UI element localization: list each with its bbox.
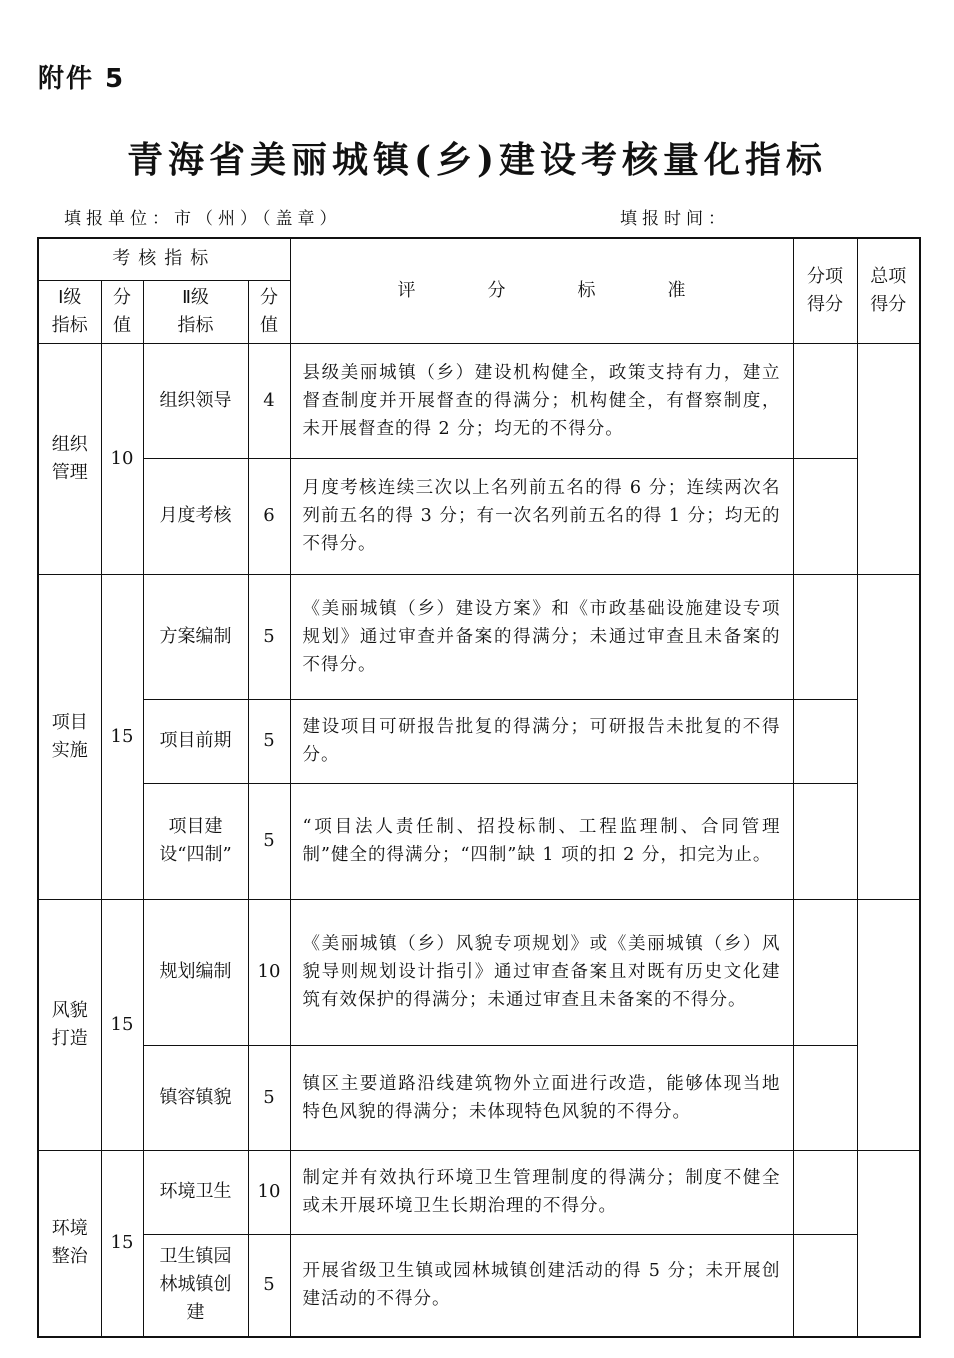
level2-indicator-name: 项目建设“四制” (159, 816, 232, 865)
level2-indicator-name: 环境卫生 (159, 1181, 232, 1202)
level2-score-cell: 4 (248, 343, 290, 458)
item-score-cell[interactable] (793, 458, 857, 574)
criteria-header (290, 238, 793, 343)
level2-indicator-cell (143, 1150, 248, 1234)
level2-indicator-name: 卫生镇园林城镇创建 (159, 1246, 232, 1324)
score-value-header (101, 280, 143, 343)
total-score-header (857, 238, 920, 343)
fill-unit-label: 填报单位：市（州）（盖章） (64, 209, 342, 229)
level2-indicator-name: 月度考核 (159, 505, 232, 526)
total-score-header-text: 总项得分 (870, 265, 907, 315)
total-score-cell[interactable] (857, 1150, 920, 1337)
criteria-cell: 开展省级卫生镇或园林城镇创建活动的得 5 分；未开展创建活动的不得分。 (290, 1234, 793, 1337)
criteria-header-char: 分 (487, 279, 506, 301)
total-score-cell[interactable] (857, 574, 920, 899)
table-row (38, 783, 920, 899)
level2-score-cell: 5 (248, 699, 290, 783)
level1-score-cell: 15 (101, 1150, 143, 1337)
criteria-header-char: 标 (577, 279, 596, 301)
level1-indicator-header-text: Ⅰ级指标 (51, 286, 88, 336)
criteria-cell: 镇区主要道路沿线建筑物外立面进行改造，能够体现当地特色风貌的得满分；未体现特色风貌的不得分。 (290, 1045, 793, 1150)
level2-indicator-name: 组织领导 (159, 389, 232, 411)
table-row (38, 1045, 920, 1150)
level2-score-cell: 5 (248, 1045, 290, 1150)
criteria-cell: 制定并有效执行环境卫生管理制度的得满分；制度不健全或未开展环境卫生长期治理的不得分。 (290, 1150, 793, 1234)
level2-score-cell: 5 (248, 783, 290, 899)
level1-indicator-name: 组织管理 (51, 433, 88, 483)
item-score-cell[interactable] (793, 699, 857, 783)
item-score-cell[interactable] (793, 1045, 857, 1150)
criteria-header-char: 准 (667, 279, 686, 301)
table-row (38, 343, 920, 458)
score-value2-header-text: 分值 (259, 286, 278, 336)
table-row (38, 899, 920, 1045)
item-score-header (793, 238, 857, 343)
level1-score-cell: 10 (101, 343, 143, 574)
attachment-label: 附件 5 (38, 64, 126, 94)
item-score-cell[interactable] (793, 899, 857, 1045)
level2-indicator-cell (143, 783, 248, 899)
level2-indicator-header-text: Ⅱ级指标 (177, 286, 214, 336)
item-score-cell[interactable] (793, 343, 857, 458)
criteria-cell: 月度考核连续三次以上名列前五名的得 6 分；连续两次名列前五名的得 3 分；有一次名列前五名的得 1 分；均无的不得分。 (290, 458, 793, 574)
level2-indicator-cell (143, 1234, 248, 1337)
level1-indicator-cell (38, 343, 101, 574)
score-value2-header (248, 280, 290, 343)
level2-indicator-cell (143, 574, 248, 699)
indicator-group-header: 考核指标 (38, 238, 290, 280)
page-title: 青海省美丽城镇(乡)建设考核量化指标 (126, 139, 828, 181)
level2-indicator-name: 镇容镇貌 (159, 1086, 232, 1108)
level2-score-cell: 10 (248, 1150, 290, 1234)
score-value-header-text: 分值 (112, 286, 131, 336)
table-row (38, 1150, 920, 1234)
level2-indicator-cell (143, 343, 248, 458)
table-row (38, 574, 920, 699)
item-score-cell[interactable] (793, 1234, 857, 1337)
item-score-cell[interactable] (793, 1150, 857, 1234)
level1-indicator-name: 风貌打造 (51, 999, 88, 1049)
level2-indicator-cell (143, 699, 248, 783)
criteria-cell: “项目法人责任制、招投标制、工程监理制、合同管理制”健全的得满分；“四制”缺 1 项的扣 2 分，扣完为止。 (290, 783, 793, 899)
total-score-cell[interactable] (857, 899, 920, 1150)
assessment-table (37, 237, 921, 1338)
level1-indicator-name: 环境整治 (51, 1218, 88, 1268)
level2-score-cell: 5 (248, 574, 290, 699)
level1-score-cell: 15 (101, 574, 143, 899)
level2-indicator-name: 项目前期 (159, 730, 232, 751)
table-row (38, 458, 920, 574)
level2-indicator-name: 规划编制 (159, 961, 232, 982)
level2-indicator-cell (143, 1045, 248, 1150)
item-score-cell[interactable] (793, 574, 857, 699)
level2-indicator-cell (143, 458, 248, 574)
table-row (38, 699, 920, 783)
level2-indicator-name: 方案编制 (159, 625, 232, 647)
level2-indicator-cell (143, 899, 248, 1045)
criteria-cell: 县级美丽城镇（乡）建设机构健全，政策支持有力，建立督查制度并开展督查的得满分；机构健全，有督察制度，未开展督查的得 2 分；均无的不得分。 (290, 343, 793, 458)
level1-indicator-cell (38, 899, 101, 1150)
table-row (38, 1234, 920, 1337)
criteria-cell: 《美丽城镇（乡）建设方案》和《市政基础设施建设专项规划》通过审查并备案的得满分；未通过审查且未备案的不得分。 (290, 574, 793, 699)
fill-time-label: 填报时间： (620, 209, 730, 229)
level1-indicator-name: 项目实施 (51, 711, 88, 761)
criteria-cell: 建设项目可研报告批复的得满分；可研报告未批复的不得分。 (290, 699, 793, 783)
level2-score-cell: 5 (248, 1234, 290, 1337)
level1-score-cell: 15 (101, 899, 143, 1150)
criteria-header-char: 评 (397, 279, 416, 301)
criteria-cell: 《美丽城镇（乡）风貌专项规划》或《美丽城镇（乡）风貌导则规划设计指引》通过审查备案且对既有历史文化建筑有效保护的得满分；未通过审查且未备案的不得分。 (290, 899, 793, 1045)
level1-indicator-cell (38, 574, 101, 899)
level1-indicator-header (38, 280, 101, 343)
total-score-cell[interactable] (857, 343, 920, 574)
level2-score-cell: 10 (248, 899, 290, 1045)
level2-indicator-header (143, 280, 248, 343)
item-score-header-text: 分项得分 (807, 265, 843, 315)
item-score-cell[interactable] (793, 783, 857, 899)
level2-score-cell: 6 (248, 458, 290, 574)
header-row-1 (38, 238, 920, 280)
level1-indicator-cell (38, 1150, 101, 1337)
